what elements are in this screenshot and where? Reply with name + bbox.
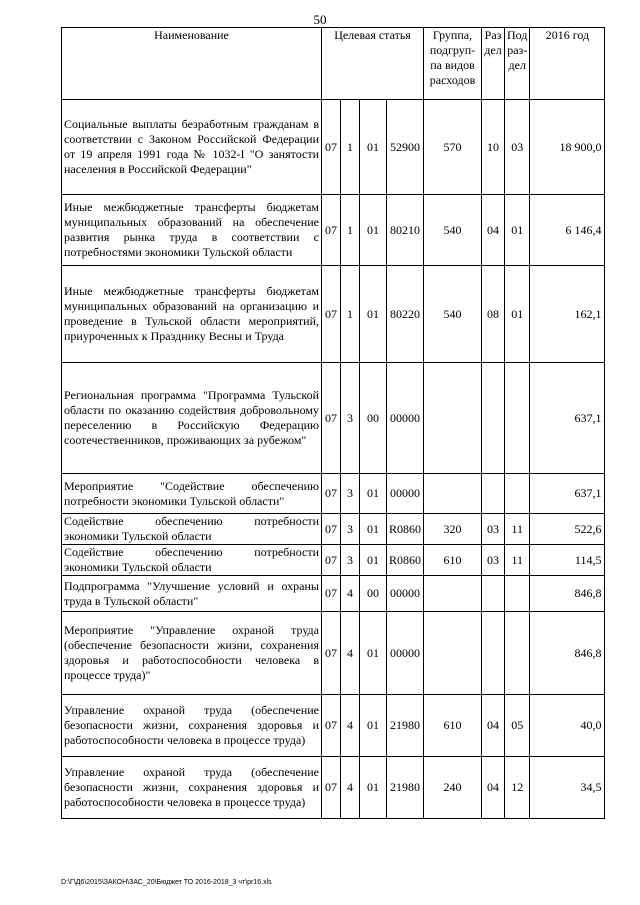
target-event: 01 xyxy=(360,266,387,363)
row-name: Социальные выплаты безработным гражданам в соответствии с Законом Российской Федерации от 19 апреля 1991 года № 1032-I "О занятости населения в Российской Федерации" xyxy=(62,100,322,195)
header-subsection: Под раз- дел xyxy=(505,28,530,100)
section-code xyxy=(482,576,505,612)
target-direction: 00000 xyxy=(387,612,424,695)
header-expense-group: Группа, подгруп- па видов расходов xyxy=(424,28,482,100)
header-year-2016: 2016 год xyxy=(530,28,605,100)
target-program: 07 xyxy=(322,514,341,545)
section-code: 03 xyxy=(482,545,505,576)
table-row xyxy=(62,514,605,545)
row-name: Подпрограмма "Улучшение условий и охраны труда в Тульской области" xyxy=(62,576,322,612)
subsection-code xyxy=(505,576,530,612)
subsection-code xyxy=(505,363,530,474)
table-row xyxy=(62,266,605,363)
subsection-code: 11 xyxy=(505,514,530,545)
target-event: 00 xyxy=(360,363,387,474)
table-row xyxy=(62,195,605,266)
header-name: Наименование xyxy=(62,28,322,100)
target-program: 07 xyxy=(322,474,341,514)
target-event: 01 xyxy=(360,100,387,195)
target-subprogram: 3 xyxy=(341,514,360,545)
header-section: Раз дел xyxy=(482,28,505,100)
target-program: 07 xyxy=(322,100,341,195)
expense-group xyxy=(424,474,482,514)
budget-table xyxy=(61,27,605,819)
target-direction: 00000 xyxy=(387,363,424,474)
amount-2016: 522,6 xyxy=(530,514,605,545)
subsection-code: 03 xyxy=(505,100,530,195)
amount-2016: 637,1 xyxy=(530,474,605,514)
file-path-footer: D:\Г\Д6\2015\ЗАКОН\ЗАС_20\Бюджет ТО 2016-2018_3 чт\pr16.xls xyxy=(61,879,272,886)
expense-group: 610 xyxy=(424,695,482,757)
subsection-code: 11 xyxy=(505,545,530,576)
row-name: Содействие обеспечению потребности экономики Тульской области xyxy=(62,545,322,576)
target-direction: 80210 xyxy=(387,195,424,266)
amount-2016: 114,5 xyxy=(530,545,605,576)
row-name: Управление охраной труда (обеспечение безопасности жизни, сохранения здоровья и работоспособности человека в процессе труда) xyxy=(62,695,322,757)
subsection-code xyxy=(505,612,530,695)
section-code: 03 xyxy=(482,514,505,545)
target-direction: R0860 xyxy=(387,545,424,576)
expense-group: 610 xyxy=(424,545,482,576)
row-name: Мероприятие "Содействие обеспечению потребности экономики Тульской области" xyxy=(62,474,322,514)
page-number: 50 xyxy=(313,12,327,27)
target-direction: 21980 xyxy=(387,695,424,757)
expense-group xyxy=(424,363,482,474)
target-program: 07 xyxy=(322,266,341,363)
target-subprogram: 3 xyxy=(341,474,360,514)
row-name: Иные межбюджетные трансферты бюджетам муниципальных образований на обеспечение развития рынка труда в соответствии с потребностями экономики Тульской области xyxy=(62,195,322,266)
target-event: 01 xyxy=(360,195,387,266)
table-row xyxy=(62,363,605,474)
target-direction: 00000 xyxy=(387,474,424,514)
section-code: 04 xyxy=(482,195,505,266)
target-subprogram: 3 xyxy=(341,545,360,576)
target-event: 01 xyxy=(360,514,387,545)
section-code: 04 xyxy=(482,757,505,819)
amount-2016: 846,8 xyxy=(530,576,605,612)
row-name: Содействие обеспечению потребности экономики Тульской области xyxy=(62,514,322,545)
amount-2016: 846,8 xyxy=(530,612,605,695)
target-subprogram: 4 xyxy=(341,576,360,612)
expense-group: 240 xyxy=(424,757,482,819)
expense-group: 320 xyxy=(424,514,482,545)
amount-2016: 40,0 xyxy=(530,695,605,757)
row-name: Управление охраной труда (обеспечение безопасности жизни, сохранения здоровья и работоспособности человека в процессе труда) xyxy=(62,757,322,819)
amount-2016: 6 146,4 xyxy=(530,195,605,266)
target-program: 07 xyxy=(322,695,341,757)
target-event: 01 xyxy=(360,757,387,819)
target-subprogram: 1 xyxy=(341,100,360,195)
target-program: 07 xyxy=(322,195,341,266)
target-subprogram: 1 xyxy=(341,266,360,363)
target-program: 07 xyxy=(322,363,341,474)
table-row xyxy=(62,612,605,695)
target-event: 00 xyxy=(360,576,387,612)
header-row xyxy=(62,28,605,100)
table-row xyxy=(62,576,605,612)
expense-group xyxy=(424,612,482,695)
section-code: 08 xyxy=(482,266,505,363)
target-program: 07 xyxy=(322,545,341,576)
target-direction: 80220 xyxy=(387,266,424,363)
table-row xyxy=(62,757,605,819)
subsection-code: 12 xyxy=(505,757,530,819)
target-subprogram: 4 xyxy=(341,612,360,695)
subsection-code: 05 xyxy=(505,695,530,757)
amount-2016: 34,5 xyxy=(530,757,605,819)
subsection-code: 01 xyxy=(505,266,530,363)
amount-2016: 637,1 xyxy=(530,363,605,474)
target-event: 01 xyxy=(360,612,387,695)
expense-group: 570 xyxy=(424,100,482,195)
expense-group xyxy=(424,576,482,612)
expense-group: 540 xyxy=(424,195,482,266)
target-direction: 00000 xyxy=(387,576,424,612)
amount-2016: 162,1 xyxy=(530,266,605,363)
amount-2016: 18 900,0 xyxy=(530,100,605,195)
target-event: 01 xyxy=(360,545,387,576)
table-row xyxy=(62,474,605,514)
table-row xyxy=(62,100,605,195)
target-subprogram: 4 xyxy=(341,757,360,819)
target-event: 01 xyxy=(360,695,387,757)
section-code: 04 xyxy=(482,695,505,757)
subsection-code: 01 xyxy=(505,195,530,266)
target-subprogram: 3 xyxy=(341,363,360,474)
target-program: 07 xyxy=(322,612,341,695)
target-program: 07 xyxy=(322,757,341,819)
row-name: Иные межбюджетные трансферты бюджетам муниципальных образований на организацию и проведение в Тульской области мероприятий, приуроченных к Празднику Весны и Труда xyxy=(62,266,322,363)
target-direction: 21980 xyxy=(387,757,424,819)
target-direction: R0860 xyxy=(387,514,424,545)
target-subprogram: 1 xyxy=(341,195,360,266)
row-name: Региональная программа "Программа Тульской области по оказанию содействия добровольному переселению в Российскую Федерацию соотечественников, проживающих за рубежом" xyxy=(62,363,322,474)
expense-group: 540 xyxy=(424,266,482,363)
target-program: 07 xyxy=(322,576,341,612)
section-code xyxy=(482,363,505,474)
subsection-code xyxy=(505,474,530,514)
header-target-article: Целевая статья xyxy=(322,28,424,100)
section-code xyxy=(482,612,505,695)
table-row xyxy=(62,695,605,757)
row-name: Мероприятие "Управление охраной труда (обеспечение безопасности жизни, сохранения здоровья и работоспособности человека в процессе труда)" xyxy=(62,612,322,695)
section-code: 10 xyxy=(482,100,505,195)
target-event: 01 xyxy=(360,474,387,514)
target-direction: 52900 xyxy=(387,100,424,195)
target-subprogram: 4 xyxy=(341,695,360,757)
section-code xyxy=(482,474,505,514)
table-row xyxy=(62,545,605,576)
